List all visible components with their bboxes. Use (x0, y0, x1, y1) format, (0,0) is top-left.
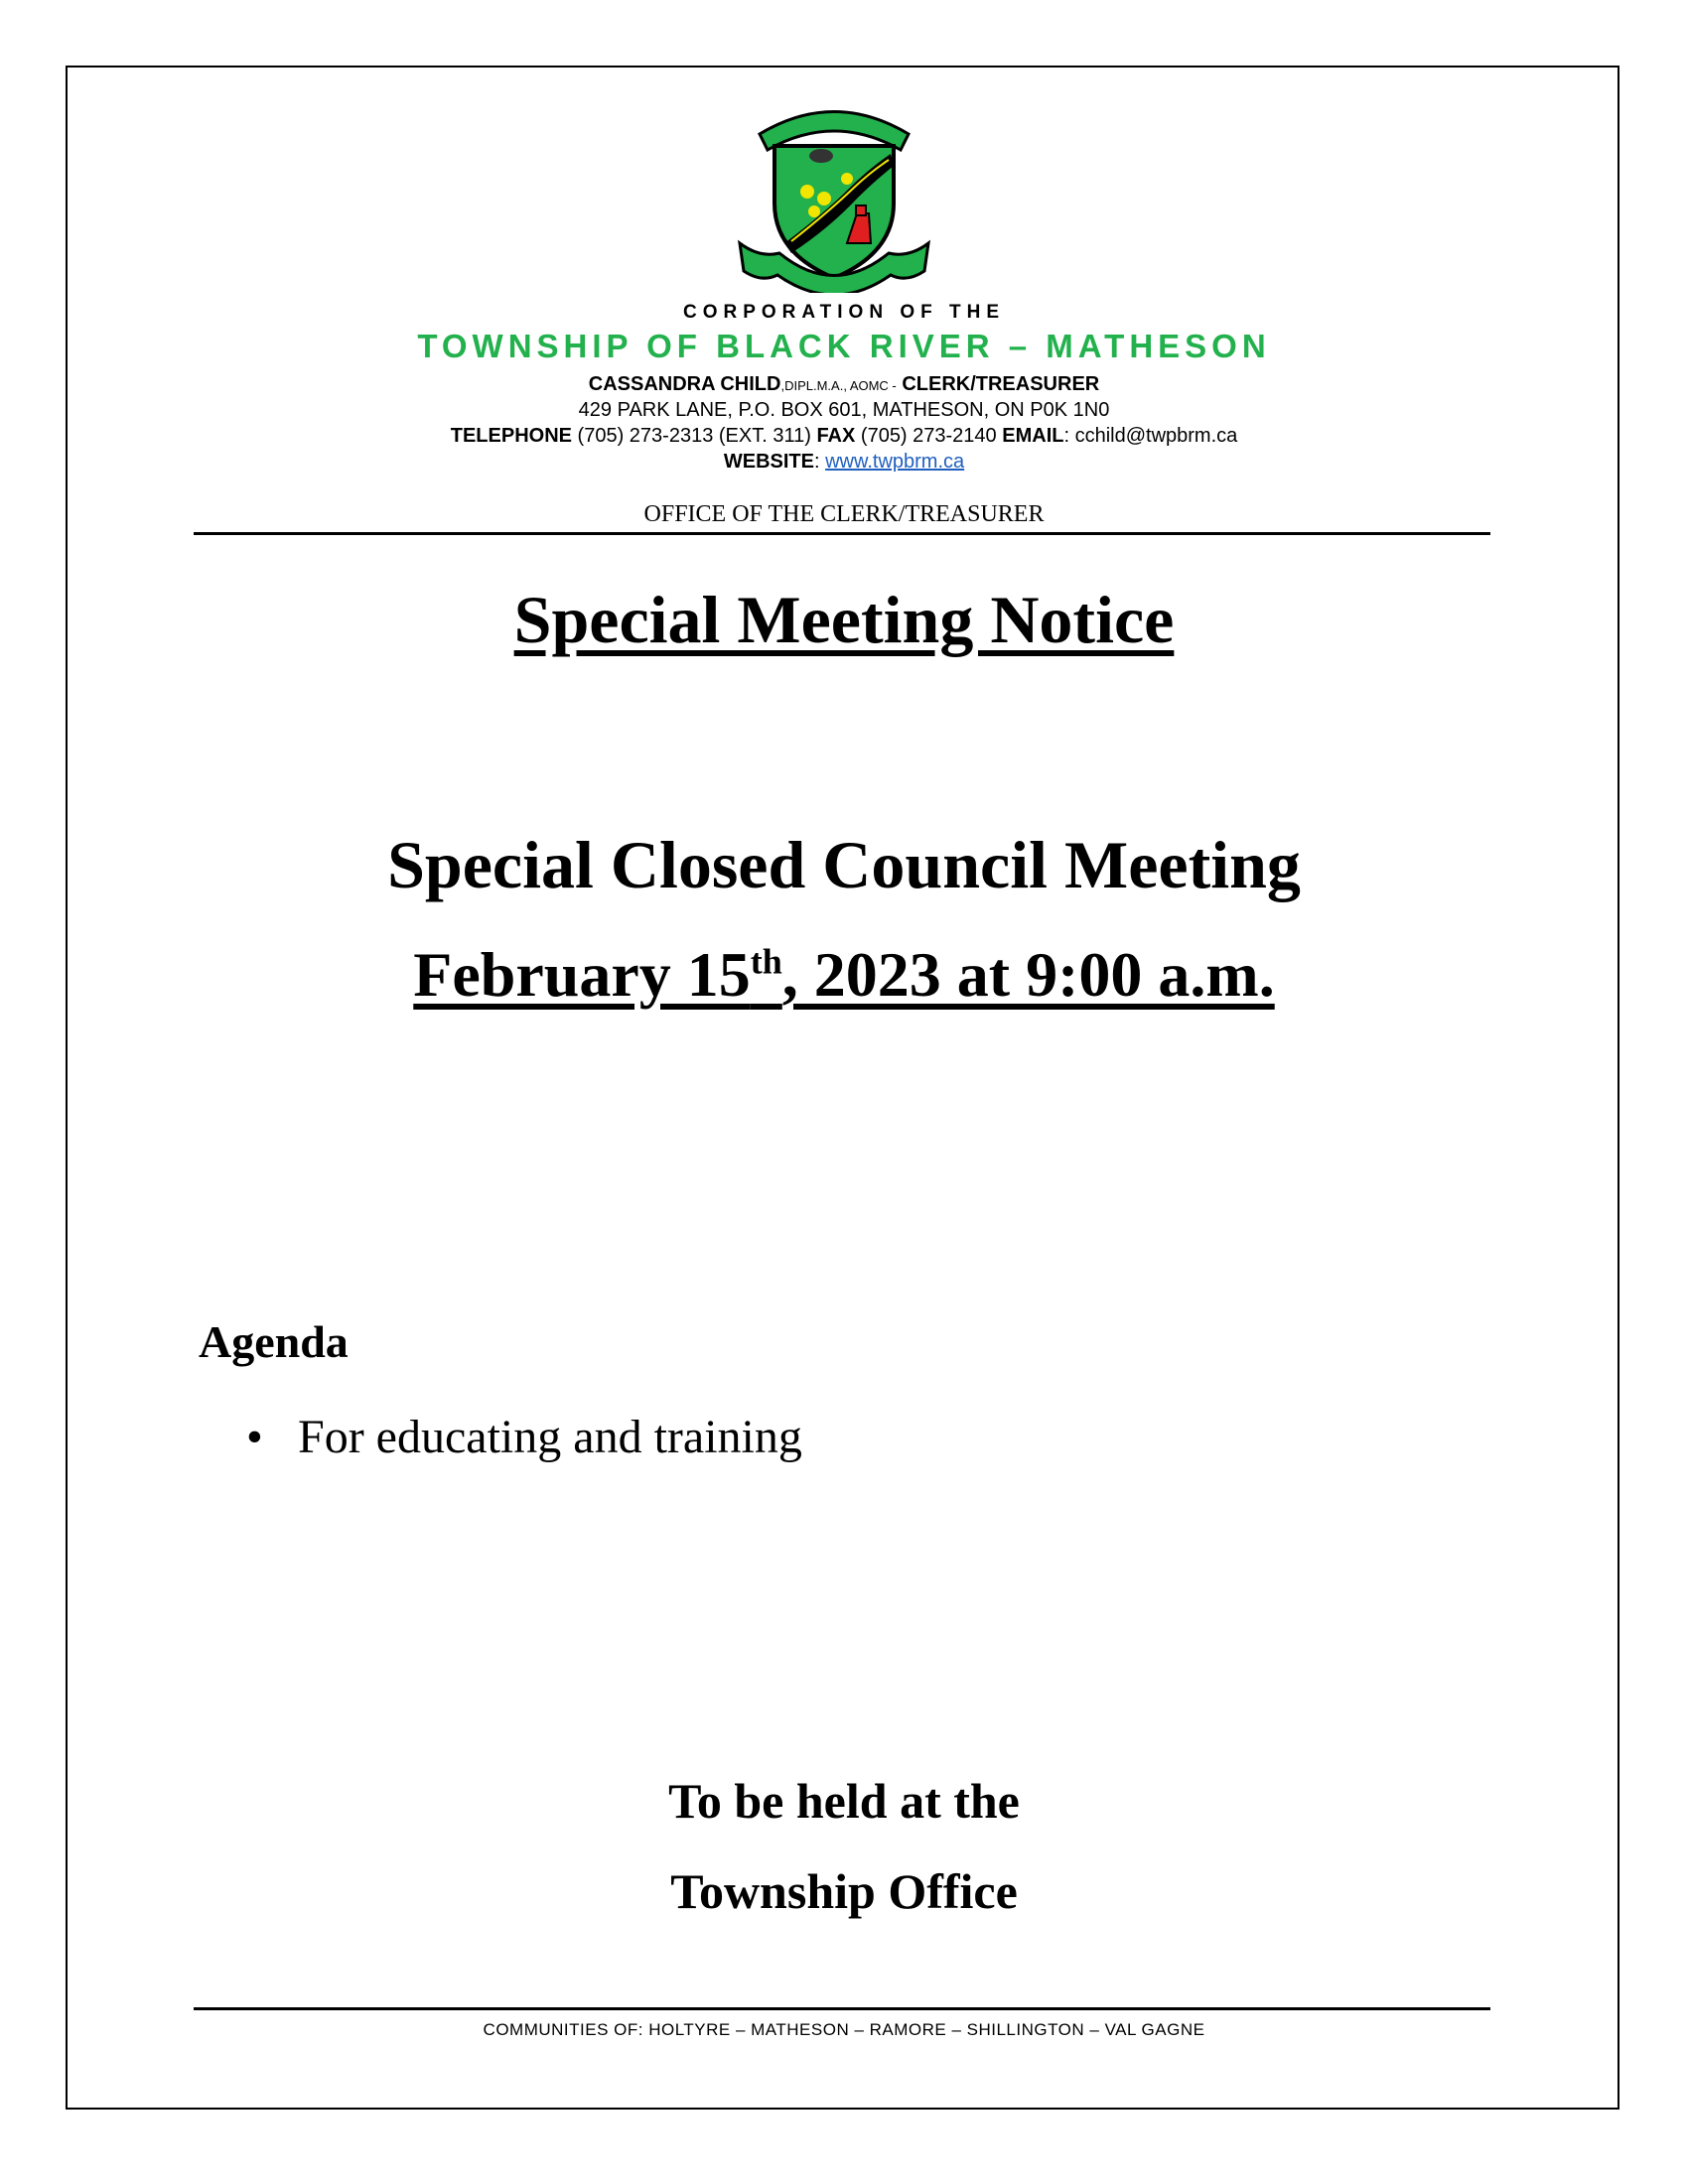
bullet-icon: • (246, 1411, 263, 1463)
corporation-line: CORPORATION OF THE (682, 302, 1006, 323)
date-ordinal: th (750, 941, 782, 982)
website-label: WEBSITE (723, 451, 814, 473)
clerk-line (0, 373, 1688, 396)
clerk-credentials: ,DIPL.M.A., AOMC - (780, 378, 897, 393)
township-crest-logo (730, 94, 938, 293)
township-name: TOWNSHIP OF BLACK RIVER – MATHESON (417, 328, 1271, 364)
website-link[interactable]: www.twpbrm.ca (825, 451, 965, 473)
telephone-label: TELEPHONE (450, 425, 572, 447)
agenda-item (246, 1410, 802, 1464)
communities-footer: COMMUNITIES OF: HOLTYRE – MATHESON – RAMORE – SHILLINGTON – VAL GAGNE (483, 2020, 1205, 2039)
telephone-value: (705) 273-2313 (EXT. 311) (577, 425, 811, 447)
address-line: 429 PARK LANE, P.O. BOX 601, MATHESON, ON P0K 1N0 (578, 399, 1110, 421)
meeting-date (0, 938, 1688, 1012)
clerk-title: CLERK/TREASURER (902, 373, 1100, 395)
clerk-name: CASSANDRA CHILD (588, 373, 781, 395)
email-label: EMAIL (1002, 425, 1064, 447)
agenda-item-text: For educating and training (298, 1411, 802, 1463)
fax-label: FAX (816, 425, 856, 447)
date-prefix: February 15 (413, 939, 751, 1010)
contact-line (0, 425, 1688, 448)
meeting-name: Special Closed Council Meeting (387, 827, 1301, 902)
office-of-clerk: OFFICE OF THE CLERK/TREASURER (643, 501, 1045, 527)
email-value: : cchild@twpbrm.ca (1063, 425, 1238, 447)
fax-value: (705) 273-2140 (860, 425, 997, 447)
website-line: WEBSITE: www.twpbrm.ca (723, 451, 965, 473)
footer-divider (194, 2007, 1490, 2010)
date-rest: , 2023 at 9:00 a.m. (781, 939, 1275, 1010)
agenda-heading: Agenda (199, 1316, 349, 1367)
notice-title: Special Meeting Notice (513, 582, 1175, 657)
location-line-2: Township Office (670, 1863, 1018, 1919)
header-divider (194, 532, 1490, 535)
location-line-1: To be held at the (668, 1773, 1020, 1829)
